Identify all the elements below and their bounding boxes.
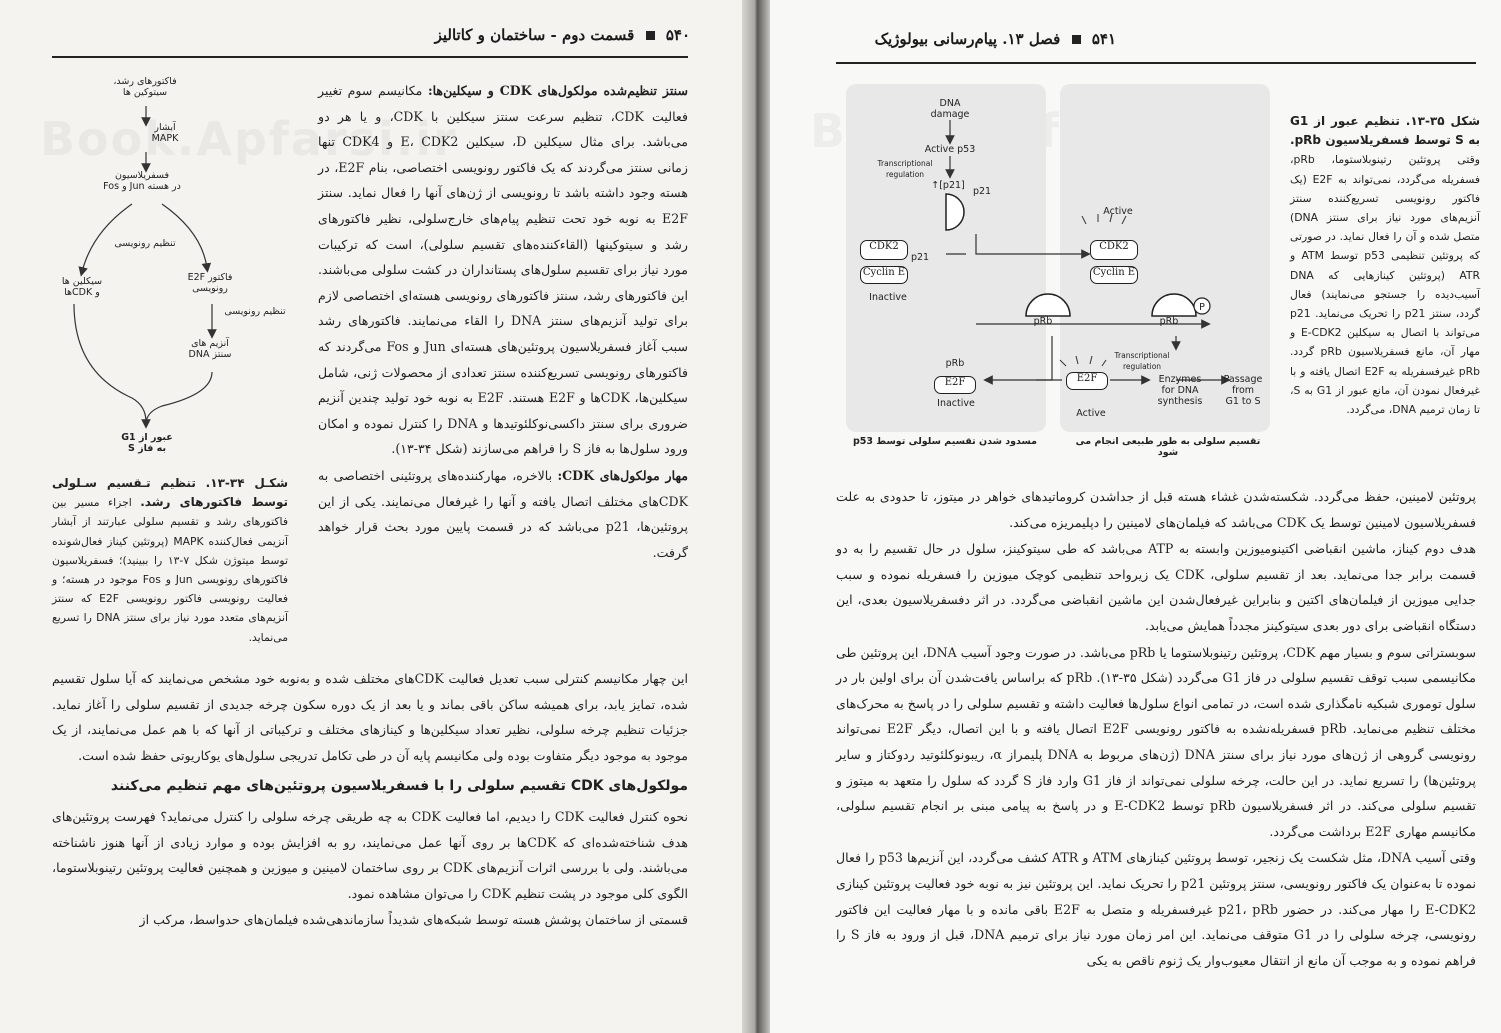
body-text xyxy=(836,484,1476,974)
header-square-icon xyxy=(1072,35,1081,44)
normal-division-label: تقسیم سلولی به طور طبیعی انجام می شود xyxy=(1075,436,1261,458)
arrow xyxy=(976,234,1086,254)
book-gutter xyxy=(742,0,770,1033)
transcriptional-regulation-label: Transcriptional regulation xyxy=(877,159,933,179)
flow-arrow xyxy=(162,204,207,268)
paragraph xyxy=(318,78,688,462)
p21-bound-label: p21 xyxy=(910,252,930,263)
p21-level-label: ↑[p21] xyxy=(931,180,965,191)
enzymes-label: Enzymes for DNA synthesis xyxy=(1157,374,1203,407)
caption-title: شکل ۳۵-۱۳. تنظیم عبور از G1 به S توسط فسفریلاسیون pRb. xyxy=(1290,114,1480,148)
active-label: Active xyxy=(1103,206,1133,217)
section-heading: مولکول‌های CDK تقسیم سلولی را با فسفریلاسیون پروتئین‌های مهم تنظیم می‌کنند xyxy=(110,778,688,795)
paragraph: وقتی آسیب DNA، مثل شکست یک زنجیر، توسط پروتئین کینازهای ATM و ATR کشف می‌گردد، این آنزیم‌ها p53 را فعال نموده تا به‌عنوان یک فاکتور رونویسی، سنتز پروتئین p21 را تحریک نماید. این پروتئین نیز به نوبه خود فعالیت پروتئین کینازی E-CDK2 را مهار می‌کند. در حضور p21، pRb غیرفسفریله و متصل به E2F باقی مانده و با مهار فعالیت این فاکتور رونویسی، چرخه سلولی را در G1 متوقف می‌نماید. این امر زمان مورد نیاز برای ترمیم DNA، قبل از ورود به فاز S را فراهم نموده و به موجب آن مانع از انتقال معیوب‌وار یک ژنوم ناقص به یکی xyxy=(836,850,1477,968)
mapk-label: آبشار MAPK xyxy=(151,122,179,144)
page-541 xyxy=(770,0,1501,1033)
cyclin-e-inactive: Cyclin E xyxy=(860,266,908,284)
p21-label: p21 xyxy=(972,186,992,197)
e2f-inactive: E2F xyxy=(934,376,976,394)
phosphorylation-label: فسفریلاسیون Fos و Jun در هسته xyxy=(103,170,181,192)
p21-shape xyxy=(946,194,964,230)
paragraph-title: سنتز تنظیم‌شده مولکول‌های CDK و سیکلین‌ها: xyxy=(427,83,688,98)
paragraph: پروتئین لامینین، حفظ می‌گردد. شکسته‌شدن غشاء هسته قبل از جداشدن کروماتیدهای خواهر در میتوز، تا حدودی به علت فسفریلاسیون لامینین توسط یک CDK می‌باشد که فیلمان‌های لامینین را دپلیمریزه می‌کند. xyxy=(836,489,1476,530)
running-title xyxy=(420,26,690,44)
dna-enzymes-label: آنزیم های سنتز DNA xyxy=(188,338,232,360)
paragraph: این چهار مکانیسم کنترلی سبب تعدیل فعالیت CDKهای مختلف شده و به‌نوبه خود مشخص می‌نمایند که آیا سلول تقسیم شده، تمایز یابد، برای همیشه ساکن باقی بماند و یا بعد از یک دوره سکون چرخه جدیدی از تقسیم سلولی را آغاز نماید. جزئیات تنظیم چرخه سلولی، نظیر تعداد سیکلین‌ها و کینازهای مختلف و ترکیباتی از آنها که با هم عمل می‌نمایند، از یک موجود به موجود دیگر متفاوت بوده ولی مکانیسم پایه آن در طی تکامل تدریجی سلول‌های یوکاریوتی حفظ شده است. xyxy=(52,671,688,763)
paragraph-title: مهار مولکول‌های CDK: xyxy=(557,467,688,483)
inactive-label: Inactive xyxy=(869,292,907,303)
transcriptional-regulation-label: Transcriptional regulation xyxy=(1114,351,1170,371)
figure-caption-35-13 xyxy=(1290,112,1480,419)
cdk2-active: CDK2 xyxy=(1090,240,1138,260)
paragraph: هدف دوم کیناز، ماشین انقباضی اکتینومیوزین وابسته به ATP می‌باشد که طی سیتوکینز، سلول در حال تقسیم را به دو قسمت برابر جدا می‌نماید. بعد از تقسیم سلولی، CDK یک زیرواحد تنظیمی کوچک میوزین را فسفریله نموده و سبب جدایی میوزین از فیلمان‌های اکتین و بنابراین غیرفعال‌شدن این ماشین انقباضی می‌گردد. در اثر دفسفریلاسیون بعدی، این دستگاه انقباضی برای دور بعدی سیتوکینز مجدداً همایش می‌یابد. xyxy=(836,541,1477,633)
right-column-text xyxy=(318,78,688,566)
flow-arrow xyxy=(146,372,212,424)
paragraph: قسمتی از ساختمان پوشش هسته توسط شبکه‌های شدیداً سازماندهی‌شده فیلمان‌های حدواسط، مرکب از xyxy=(139,912,688,928)
g1-to-s-label: عبور از G1 به فاز S xyxy=(121,432,173,454)
e2f-factor-label: فاکتور E2F رونویسی xyxy=(187,272,233,294)
growth-factors-label: فاکتورهای رشد، سیتوکین ها xyxy=(113,76,177,98)
header-rule xyxy=(52,56,688,58)
chapter-title: فصل ۱۳. پیام‌رسانی بیولوژیک xyxy=(874,30,1061,48)
header-rule xyxy=(836,62,1476,64)
prb-phospho-label: pRb xyxy=(1159,316,1179,327)
blocked-division-label: مسدود شدن تقسیم سلولی توسط p53 xyxy=(852,436,1038,447)
paragraph xyxy=(318,463,688,565)
prb-shape xyxy=(1152,294,1196,316)
phosphate-label: P xyxy=(1199,302,1205,313)
caption-body: اجزاء مسیر بین فاکتورهای رشد و تقسیم سلولی عبارتند از آبشار آنزیمی فعال‌کننده MAPK (پروتئین کیناز فعال‌شونده توسط میتوژن شکل ۷-۱۳ را ببینید)؛ فسفریلاسیون فاکتورهای رونویسی Jun و Fos موجود در هسته؛ و فعالیت رونویسی فاکتور رونویسی E2F که سنتز آنزیم‌های متعدد مورد نیاز برای سنتز DNA را تسریع می‌نماید. xyxy=(52,496,289,644)
paragraph-text: مکانیسم سوم تغییر فعالیت CDK، تنظیم سرعت سنتز سیکلین با CDK، و یا هر دو می‌باشد. برای مثال سیکلین D، سیکلین E، CDK2 و CDK4 تنها زمانی سنتز می‌گردند که یک فاکتور رونویسی اختصاصی، بنام E2F، در هسته وجود داشته باشد تا رونویسی از ژن‌های آنها را فعال نماید. سنتز E2F به نوبه خود تحت تنظیم پیام‌های خارج‌سلولی، نظیر فاکتورهای رشد و سیتوکینها (القاءکننده‌های تقسیم سلولی)، است که ترکیبات مورد نیاز برای تقسیم سلول‌های پستانداران در کشت سلولی می‌باشند. این فاکتورهای رشد، سنتز فاکتورهای رونویسی هسته‌ای اختصاصی لازم برای تولید آنزیم‌های سنتز DNA را القاء می‌نمایند. فاکتورهای رشد سبب آغاز فسفریلاسیون پروتئین‌های هسته‌ای Jun و Fos می‌گردند که فاکتورهای رونویسی تسریع‌کننده سنتز تعدادی از محصولات ژنی، شامل سیکلین‌ها، CDKها و E2F هستند. E2F به نوبه خود تولید چندین آنزیم ضروری برای سنتز داکسی‌نوکلئوتیدها و DNA را کنترل نموده و امکان ورود سلول‌ها به فاز S را فراهم می‌سازند (شکل ۳۴-۱۳). xyxy=(318,83,689,457)
transcription-regulation-label: تنظیم رونویسی xyxy=(114,238,176,249)
e2f-active: E2F xyxy=(1066,372,1108,390)
page-number: ۵۴۱ xyxy=(1091,30,1116,48)
paragraph: نحوه کنترل فعالیت CDK را دیدیم، اما فعالیت CDK به چه طریقی چرخه سلولی را کنترل می‌نماید؟ فهرست پروتئین‌های هدف شناخته‌شده‌ای که CDKها بر روی آنها عمل می‌نمایند، رو به افزایش بوده و موارد زیادی از آنها هنوز ناشناخته می‌باشند. ولی با بررسی اثرات آنزیم‌های CDK بر روی ساختمان لامینین و میوزین و همچنین فعالیت پروتئین رتینوبلاستوما، الگوی کلی موجود در پشت تنظیم CDK را می‌توان مشاهده نمود. xyxy=(52,808,688,901)
active-p53-label: Active p53 xyxy=(924,144,976,155)
paragraph-text: بالاخره، مهارکننده‌های پروتئینی اختصاصی به CDKهای مختلف اتصال یافته و آنها را غیرفعال می‌نمایند. یکی از این پروتئین‌ها، p21 می‌باشد که در قسمت پایین مورد بحث قرار خواهد گرفت. xyxy=(318,467,688,560)
header-square-icon xyxy=(646,31,655,40)
flow-arrow xyxy=(74,304,146,422)
transcription-regulation-label: تنظیم رونویسی xyxy=(224,306,286,317)
figure-caption-34-13 xyxy=(52,474,288,647)
caption-title: شکـل ۳۴-۱۳. تنظیم تـقسیم سـلولی توسط فاکتورهای رشد. xyxy=(52,476,289,510)
full-width-text xyxy=(52,666,688,934)
active-label: Active xyxy=(1076,408,1106,419)
caption-body: وقتی پروتئین رتینوبلاستوما، pRb، فسفریله می‌گردد، نمی‌تواند به E2F (یک فاکتور رونویسی تسریع‌کننده سنتز آنزیم‌های مورد نیاز برای سنتز DNA) متصل شده و آن را فعال نماید. در صورتی که پروتئین تنظیمی p53 توسط ATM و ATR (پروتئین کینازهایی که DNA آسیب‌دیده را جستجو می‌نمایند) فعال گردد، سنتز p21 را تحریک می‌نماید. p21 می‌تواند با اتصال به سیکلین E-CDK2 و مهار آن، مانع فسفریلاسیون pRb گردد. pRb غیرفسفریله به E2F اتصال یافته و با غیرفعال نمودن آن، مانع عبور از G1 به S، تا زمان ترمیم DNA، می‌گردد. xyxy=(1290,153,1481,417)
prb-bound-label: pRb xyxy=(945,358,965,369)
cyclins-cdk-label: سیکلین ها و CDKها xyxy=(61,276,103,298)
cdk2-inactive: CDK2 xyxy=(860,240,908,260)
chapter-title: قسمت دوم - ساختمان و کاتالیز xyxy=(434,26,635,44)
prb-label: pRb xyxy=(1033,316,1053,327)
prb-shape xyxy=(1026,294,1070,316)
cyclin-e-active: Cyclin E xyxy=(1090,266,1138,284)
active-rays xyxy=(1060,214,1126,366)
page-number: ۵۴۰ xyxy=(665,26,690,44)
inactive-label: Inactive xyxy=(937,398,975,409)
passage-label: Passage from G1 to S xyxy=(1223,374,1263,407)
paragraph: سوبستراتی سوم و بسیار مهم CDK، پروتئین رتینوبلاستوما یا pRb می‌باشد. در صورت وجود آسیب DNA، این پروتئین طی مکانیسمی سبب توقف تقسیم سلولی در فاز G1 می‌گردد (شکل ۳۵-۱۳). pRb که براساس یافت‌شدن آن برای اولین بار در سلول توموری شبکیه نامگذاری شده است، در تمامی انواع سلول‌ها فعالیت داشته و تقسیم سلولی را در پاسخ به محرک‌های مختلف تنظیم می‌نماید. pRb فسفریله‌نشده به فاکتور رونویسی E2F اتصال یافته و با این اتصال، دیگر E2F نمی‌تواند رونویسی گروهی از ژن‌های مورد نیاز برای سنتز DNA (ژن‌های مربوط به DNA پلیمراز α، ریبونوکلئوتید ردوکتاز و سایر پروتئین‌ها) را تسریع نماید. در این حالت، چرخه سلولی نمی‌تواند از فاز G1 وارد فاز S گردد که سلول را متعهد به میتوز و تقسیم سلولی می‌کند. در اثر فسفریلاسیون pRb توسط E-CDK2 و در پاسخ به پیامی مبنی بر انجام تقسیم سلولی، مکانیسم مهاری E2F برداشت می‌گردد. xyxy=(836,644,1477,839)
running-title xyxy=(836,30,1116,48)
arrow xyxy=(988,336,1052,380)
dna-damage-label: DNA damage xyxy=(930,98,970,120)
